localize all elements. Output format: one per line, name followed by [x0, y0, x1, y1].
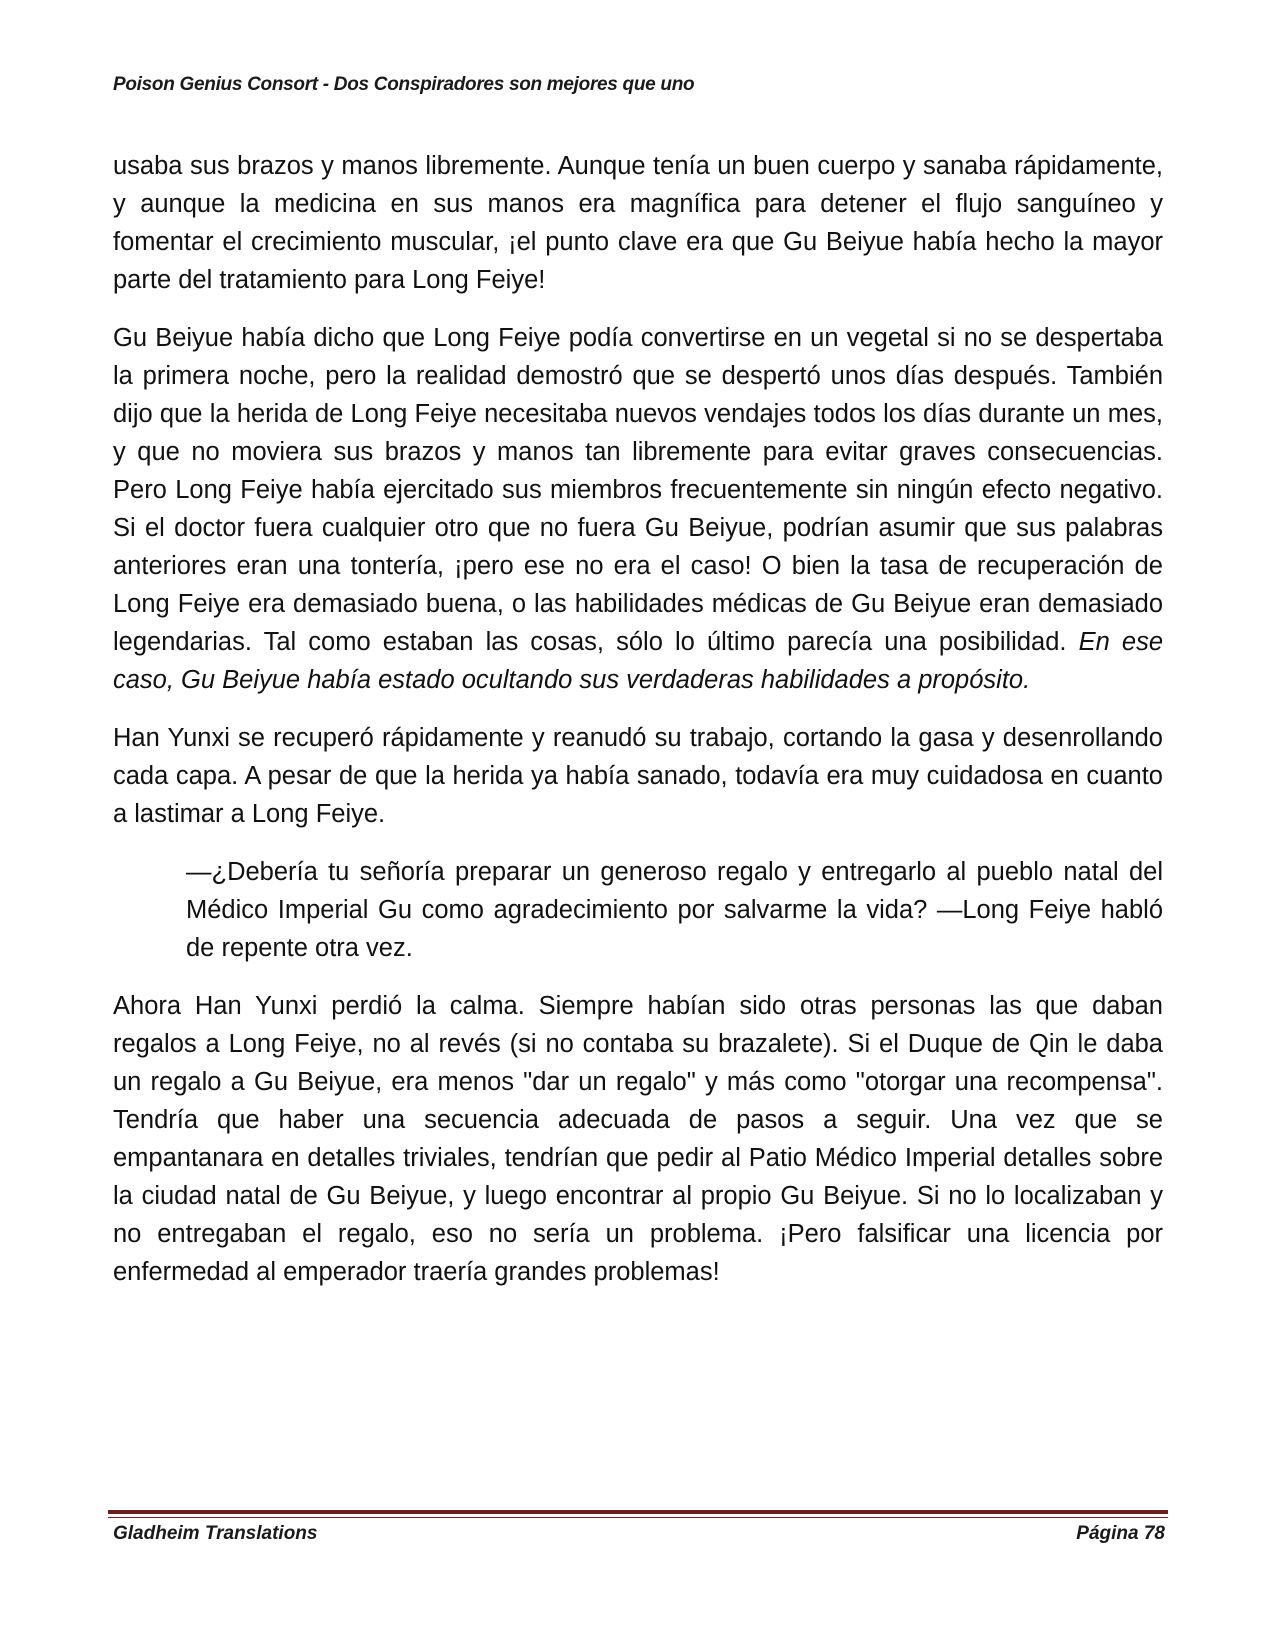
paragraph-text: Gu Beiyue había dicho que Long Feiye podía convertirse en un vegetal si no se despertaba la primera noche, pero la realidad demostró que se despertó unos días después. También dijo que la herida de Long Feiye necesitaba nuevos vendajes todos los días durante un mes, y que no moviera sus brazos y manos tan libremente para evitar graves consecuencias. Pero Long Feiye había ejercitado sus miembros frecuentemente sin ningún efecto negativo. Si el doctor fuera cualquier otro que no fuera Gu Beiyue, podrían asumir que sus palabras anteriores eran una tontería, ¡pero ese no era el caso! O bien la tasa de recuperación de Long Feiye era demasiado buena, o las habilidades médicas de Gu Beiyue eran demasiado legendarias. Tal como estaban las cosas, sólo lo último parecía una posibilidad.	[113, 324, 1163, 656]
italic-thought: En ese caso, Gu Beiyue había estado ocultando sus verdaderas habilidades a propósito.	[113, 628, 1164, 694]
paragraph: Han Yunxi se recuperó rápidamente y reanudó su trabajo, cortando la gasa y desenrollando cada capa. A pesar de que la herida ya había sanado, todavía era muy cuidadosa en cuanto a lastimar a Long Feiye.	[113, 724, 1163, 828]
paragraph	[113, 319, 1163, 699]
paragraph: usaba sus brazos y manos libremente. Aunque tenía un buen cuerpo y sanaba rápidamente, y aunque la medicina en sus manos era magnífica para detener el flujo sanguíneo y fomentar el crecimiento muscular, ¡el punto clave era que Gu Beiyue había hecho la mayor parte del tratamiento para Long Feiye!	[113, 152, 1163, 294]
footer-divider	[108, 1510, 1168, 1518]
dialogue-quote: —¿Debería tu señoría preparar un generoso regalo y entregarlo al pueblo natal del Médico Imperial Gu como agradecimiento por salvarme la vida? —Long Feiye habló de repente otra vez.	[186, 858, 1163, 962]
running-header: Poison Genius Consort - Dos Conspiradores son mejores que uno	[113, 74, 695, 95]
body-text	[113, 147, 1163, 1311]
page-number: Página 78	[1076, 1523, 1165, 1544]
footer-credit: Gladheim Translations	[113, 1523, 318, 1544]
paragraph: Ahora Han Yunxi perdió la calma. Siempre habían sido otras personas las que daban regalos a Long Feiye, no al revés (si no contaba su brazalete). Si el Duque de Qin le daba un regalo a Gu Beiyue, era menos "dar un regalo" y más como "otorgar una recompensa". Tendría que haber una secuencia adecuada de pasos a seguir. Una vez que se empantanara en detalles triviales, tendrían que pedir al Patio Médico Imperial detalles sobre la ciudad natal de Gu Beiyue, y luego encontrar al propio Gu Beiyue. Si no lo localizaban y no entregaban el regalo, eso no sería un problema. ¡Pero falsificar una licencia por enfermedad al emperador traería grandes problemas!	[113, 992, 1163, 1286]
